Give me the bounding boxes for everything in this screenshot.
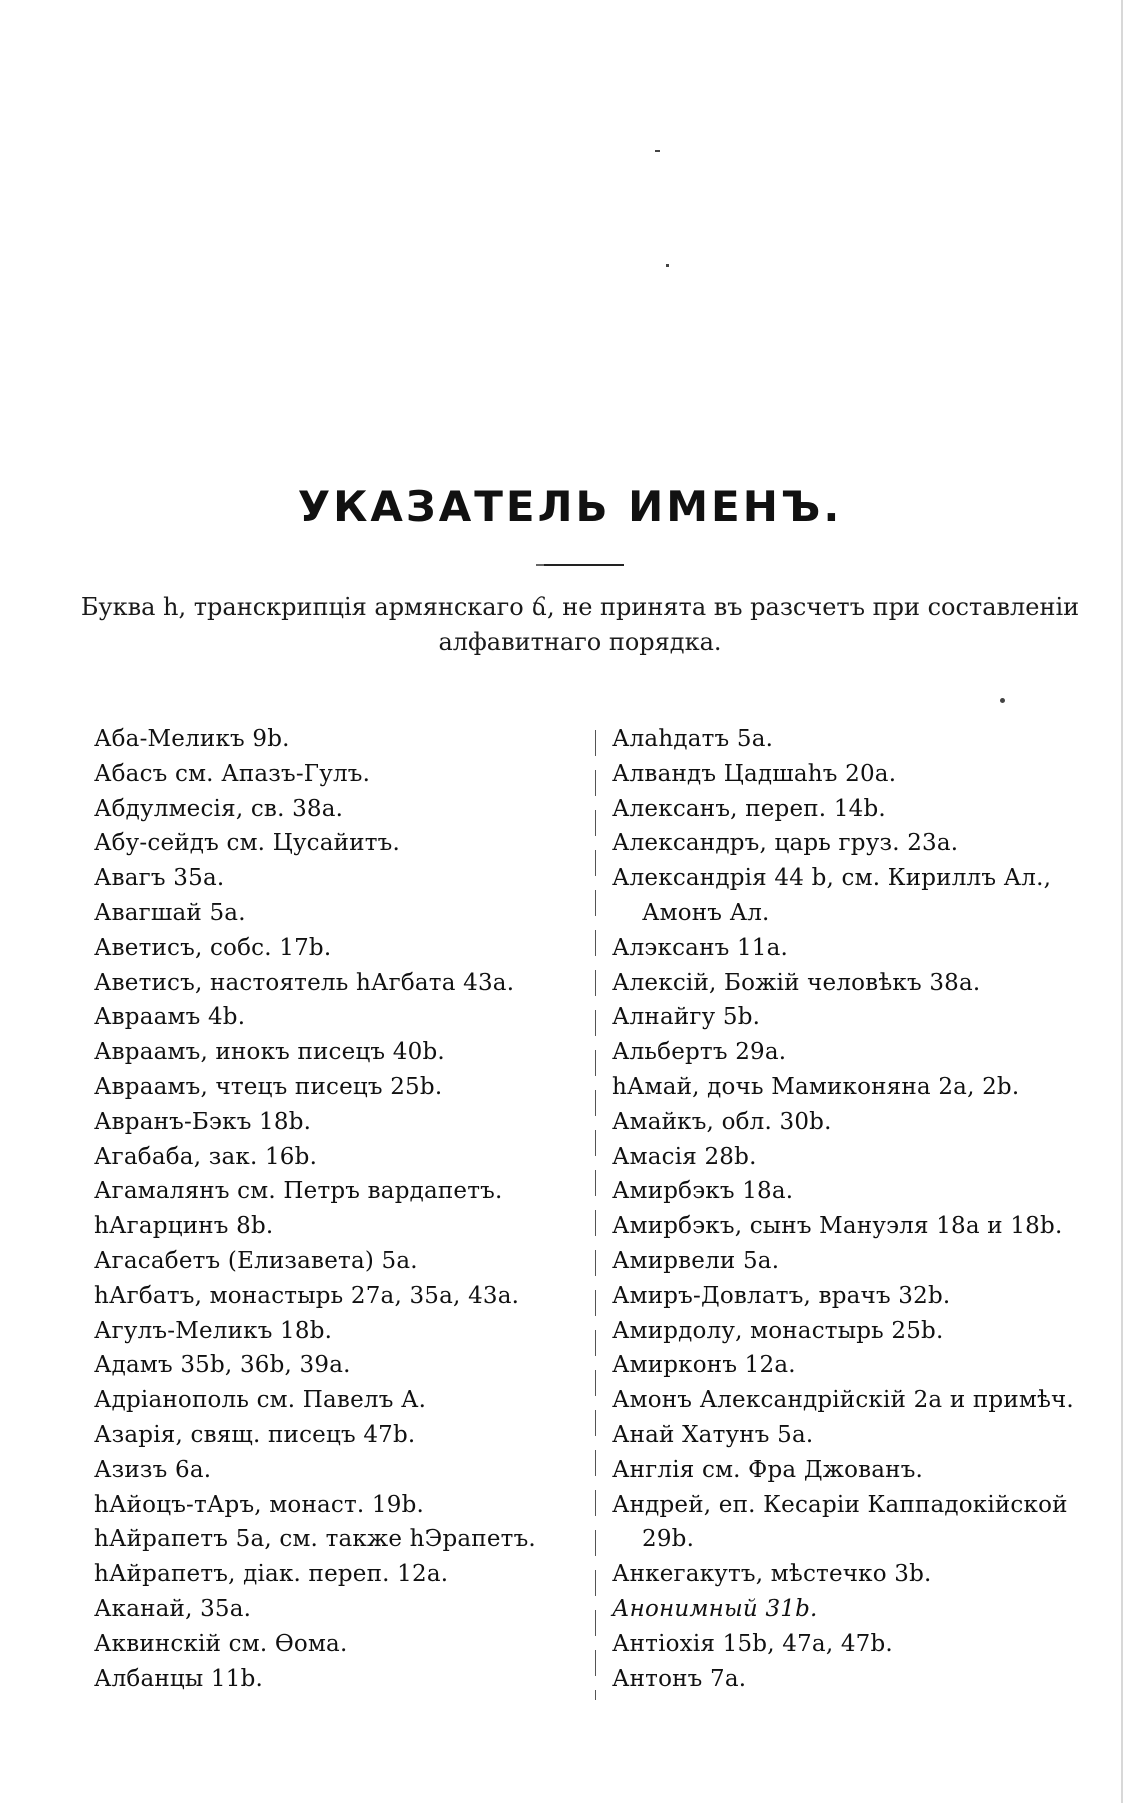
index-entry: Аба-Меликъ 9b. [94,726,290,752]
index-entry: Англія см. Фра Джованъ. [612,1456,924,1483]
index-entry: Авраамъ 4b. [94,1004,246,1031]
index-entry: hАгбатъ, монастырь 27а, 35а, 43а. [94,1282,520,1309]
index-entry: Авагшай 5а. [94,899,246,926]
index-entry: Амайкъ, обл. 30b. [612,1108,832,1135]
index-entry: Александръ, царь груз. 23а. [612,830,959,857]
index-entry: Абасъ см. Апазъ-Гулъ. [94,760,371,787]
index-entry: Алвандъ Цадшаhъ 20а. [612,760,897,787]
index-entry: Амирконъ 12а. [612,1352,796,1379]
index-entry: Аканай, 35а. [94,1595,252,1622]
index-entry: Агасабетъ (Елизавета) 5а. [94,1247,418,1274]
index-entry-continuation: 29b. [642,1526,695,1553]
page-edge-shadow [1121,0,1123,1803]
index-entry: hАйрапетъ, діак. переп. 12а. [94,1561,449,1588]
index-entry: Алаhдатъ 5а. [612,726,774,752]
index-entry: Амирдолу, монастырь 25b. [612,1317,944,1344]
index-entry: Амонъ Александрійскій 2а и примѣч. [612,1387,1074,1414]
index-entry: Антіохія 15b, 47а, 47b. [612,1630,893,1657]
index-entry: Абу-сейдъ см. Цусайитъ. [94,830,401,857]
index-note-line: алфавитнаго порядка. [438,628,722,656]
index-entry: Амирвели 5а. [612,1247,780,1274]
page-title: УКАЗАТЕЛЬ ИМЕНЪ. [297,482,843,531]
index-entry: Алэксанъ 11а. [612,934,789,961]
index-entry: Анай Хатунъ 5а. [612,1421,814,1448]
index-entry: Азарія, свящ. писецъ 47b. [94,1421,416,1448]
index-entry: Александрія 44 b, см. Кириллъ Ал., [612,865,1052,892]
index-note [80,590,1080,660]
index-entry: Азизъ 6а. [94,1456,212,1483]
index-entry: Амирбэкъ, сынъ Мануэля 18а и 18b. [612,1213,1063,1240]
index-entry: Амирбэкъ 18а. [612,1178,794,1205]
index-entry: Аветисъ, настоятель hАгбата 43а. [94,969,515,996]
index-entry: Албанцы 11b. [94,1665,264,1692]
index-entry: Алексій, Божій человѣкъ 38а. [612,969,981,996]
index-column-left [94,722,584,1696]
index-entry: Анкегакутъ, мѣстечко 3b. [612,1561,932,1588]
index-note-line: Буква h, транскрипція армянскаго ճ, не принята въ разсчетъ при составленіи [80,593,1080,621]
index-entry: Аветисъ, собс. 17b. [94,934,332,961]
index-entry: Авранъ-Бэкъ 18b. [94,1108,312,1135]
index-column-right [612,722,1112,1696]
index-entry: Амиръ-Довлатъ, врачъ 32b. [612,1282,951,1309]
index-entry: Амасія 28b. [612,1143,757,1170]
index-entry: hАмай, дочь Мамиконяна 2а, 2b. [612,1073,1020,1100]
index-entry: Аквинскій см. Ѳома. [94,1630,348,1657]
index-entry: Алнайгу 5b. [612,1004,761,1031]
index-entry: Авраамъ, инокъ писецъ 40b. [94,1039,445,1066]
index-entry: Абдулмесія, св. 38а. [94,795,344,822]
index-entry: Альбертъ 29а. [612,1039,787,1066]
index-entry: Агамалянъ см. Петръ вардапетъ. [94,1178,503,1205]
index-entry: Авагъ 35а. [94,865,225,892]
page-speck [655,150,660,152]
title-rule-dash [536,564,544,566]
index-entry: Антонъ 7а. [612,1665,747,1692]
page-speck [1000,698,1005,703]
title-rule [544,564,624,566]
index-entry: hАйоцъ-тАръ, монаст. 19b. [94,1491,425,1518]
index-entry: hАгарцинъ 8b. [94,1213,274,1240]
page-speck [666,264,669,267]
index-entry: Адріанополь см. Павелъ А. [94,1387,427,1414]
index-entry: Анонимный 31b. [612,1595,818,1622]
index-entry: Авраамъ, чтецъ писецъ 25b. [94,1073,443,1100]
index-entry: hАйрапетъ 5а, см. также hЭрапетъ. [94,1526,536,1553]
column-divider [595,730,596,1700]
index-entry: Агулъ-Меликъ 18b. [94,1317,333,1344]
index-entry-continuation: Амонъ Ал. [642,899,770,926]
index-entry: Алексанъ, переп. 14b. [612,795,886,822]
index-entry: Агабаба, зак. 16b. [94,1143,318,1170]
index-entry: Адамъ 35b, 36b, 39а. [94,1352,351,1379]
index-entry: Андрей, еп. Кесаріи Каппадокійской [612,1491,1068,1518]
